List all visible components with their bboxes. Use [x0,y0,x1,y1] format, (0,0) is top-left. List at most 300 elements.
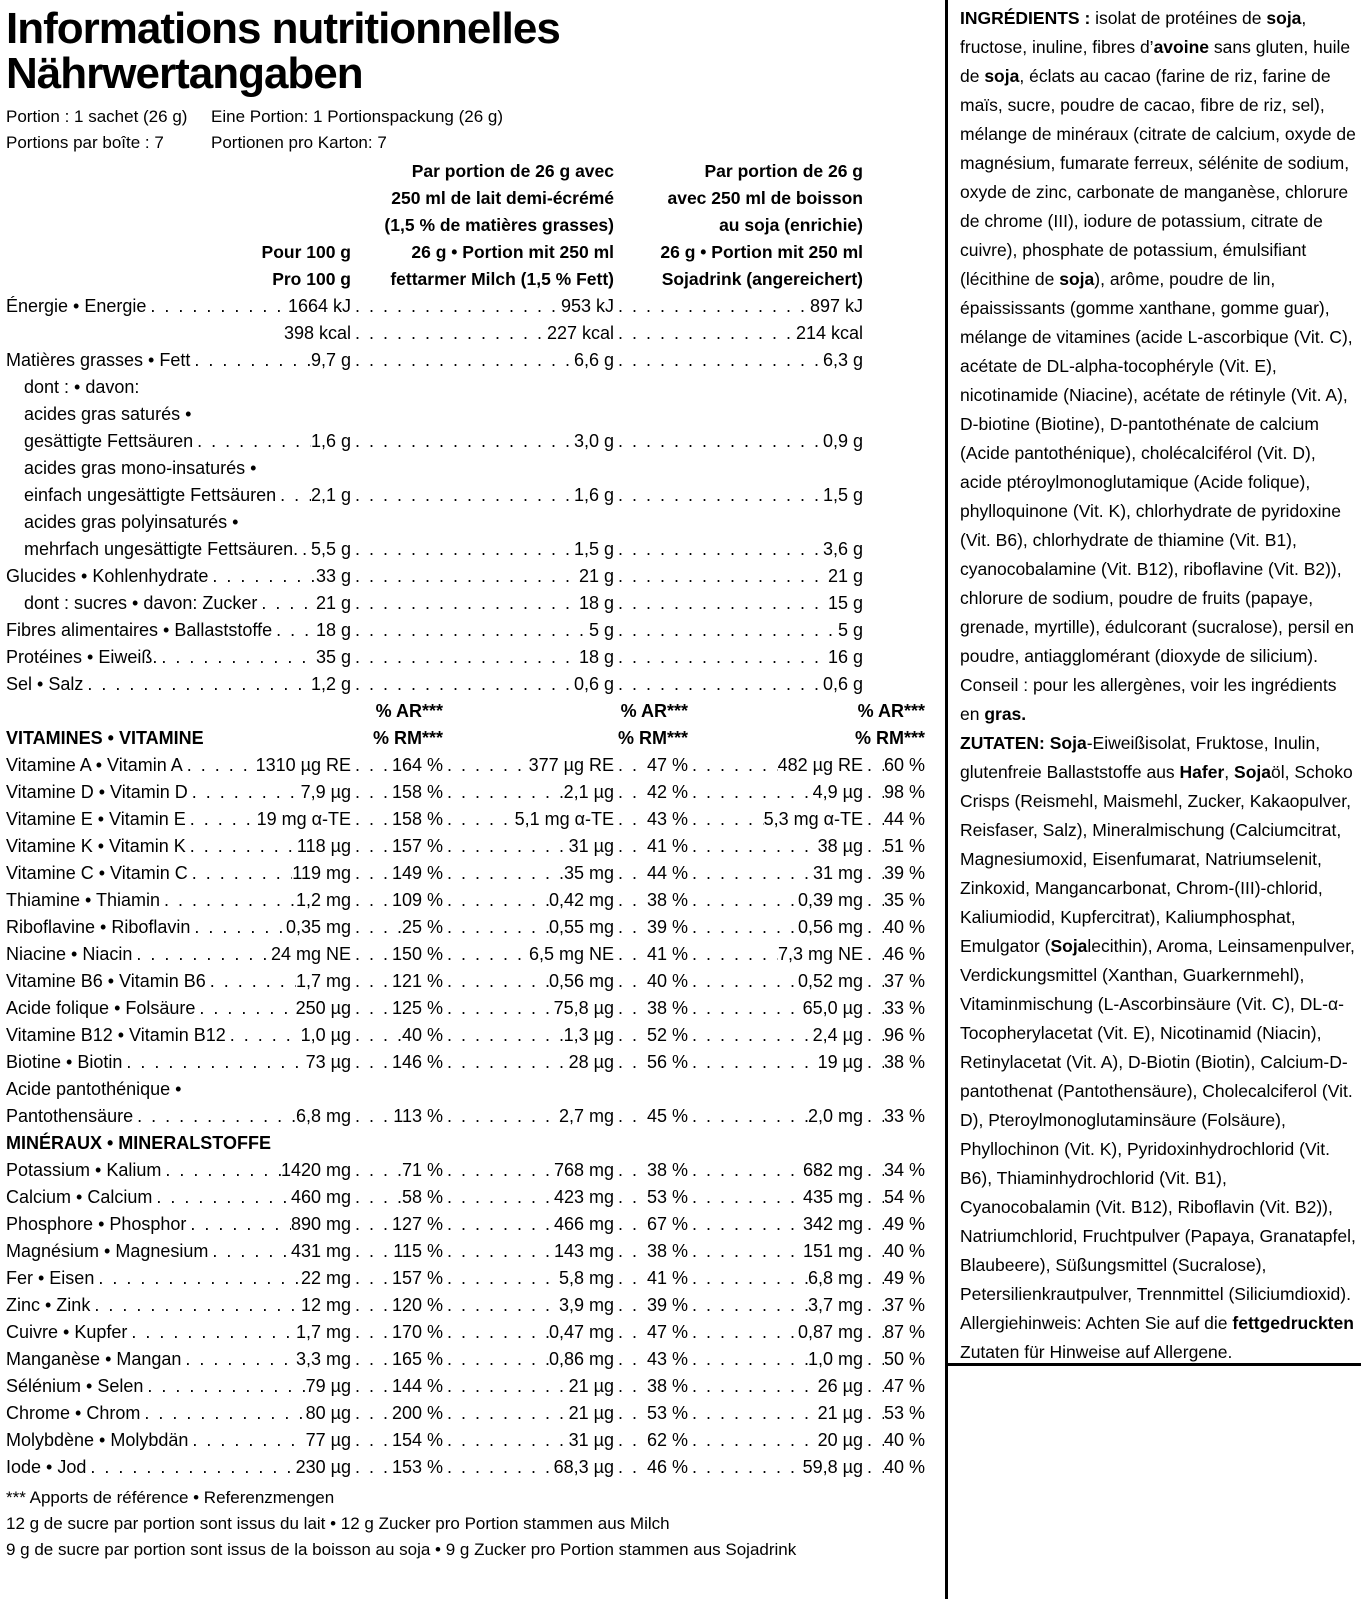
per-100g-percent [351,1319,443,1346]
with-soy [688,1265,863,1292]
per-100g-value: 19 mg α-TE [256,809,351,829]
column-header-with-soy-drink: Par portion de 26 g avec 250 ml de boisson au soja (enrichie) 26 g • Portion mit 250 ml Sojadrink (angereichert) [660,161,863,289]
table-row [6,644,931,671]
with-milk [443,1427,614,1454]
row-label-cell [6,968,351,995]
with-milk [443,1265,614,1292]
table-row [6,347,931,374]
per-100g-percent [351,968,443,995]
with-milk-percent-value: 41 % [646,836,688,856]
with-soy-percent [863,1211,925,1238]
per-100g-percent [351,1454,443,1481]
with-soy-percent [863,833,925,860]
with-soy [688,1454,863,1481]
with-milk-percent [614,779,688,806]
with-milk [443,1373,614,1400]
with-milk-percent-value: 38 % [646,1241,688,1261]
with-soy-percent [863,1157,925,1184]
with-milk-percent-value: 53 % [646,1187,688,1207]
per-100g-value: 460 mg [290,1187,351,1207]
row-label: Pantothensäure [6,1106,134,1126]
per-100g-percent-value: 153 % [391,1457,443,1477]
per-100g-percent [351,1238,443,1265]
with-milk-percent [614,1157,688,1184]
table-row [6,1346,931,1373]
row-label-cell [6,1427,351,1454]
row-label: Biotine • Biotin [6,1052,123,1072]
table-row [6,1427,931,1454]
with-soy-value: 0,56 mg [797,917,863,937]
with-soy [688,1427,863,1454]
reference-intake-header [6,698,931,752]
row-label-cell [6,833,351,860]
per-100g-value: 398 kcal [283,323,351,343]
row-label-cell [6,941,351,968]
with-soy-value: 342 mg [802,1214,863,1234]
with-milk-value: 466 mg [553,1214,614,1234]
per-100g-percent [351,1373,443,1400]
row-label: Potassium • Kalium [6,1160,162,1180]
per-100g-value: 9,7 g [310,350,351,370]
row-label: Vitamine C • Vitamin C [6,863,188,883]
per-100g-percent-value: 157 % [391,1268,443,1288]
with-soy [614,671,863,698]
with-milk [443,887,614,914]
per-100g-percent-value: 149 % [391,863,443,883]
with-milk-percent [614,914,688,941]
row-label-cell [6,1238,351,1265]
nutrition-table-panel [6,6,931,1563]
per-100g-value: 2,1 g [310,485,351,505]
per-100g-percent-value: 121 % [391,971,443,991]
table-row [6,509,931,536]
table-row [6,320,931,347]
per-100g-percent [351,752,443,779]
with-soy-percent [863,779,925,806]
with-milk-value: 31 µg [568,1430,614,1450]
with-milk-value: 2,7 mg [558,1106,614,1126]
with-milk-value: 6,6 g [573,350,614,370]
with-soy [688,860,863,887]
per-100g-value: 12 mg [300,1295,351,1315]
with-soy [688,1373,863,1400]
with-soy-percent-value: 40 % [883,917,925,937]
row-label: Niacine • Niacin [6,944,133,964]
with-milk-percent [614,1265,688,1292]
with-milk [443,806,614,833]
row-label-cell [6,1076,351,1103]
table-row [6,968,931,995]
table-row [6,1184,931,1211]
with-soy-percent-value: 33 % [883,1106,925,1126]
with-soy [688,1022,863,1049]
with-milk-percent [614,1103,688,1130]
with-soy [688,968,863,995]
per-100g-value: 1,2 g [310,674,351,694]
pct-rm-header-2: % RM*** [617,728,688,748]
with-milk-percent-value: 45 % [646,1106,688,1126]
vitamins-table [6,752,931,1130]
table-row [6,428,931,455]
per-100g-percent [351,1427,443,1454]
per-100g-percent [351,941,443,968]
with-milk [443,860,614,887]
per-100g-percent [351,1400,443,1427]
with-milk-percent-value: 47 % [646,1322,688,1342]
with-milk-value: 6,5 mg NE [528,944,614,964]
row-label: Sel • Salz [6,674,84,694]
with-milk [443,995,614,1022]
with-milk-percent [614,1346,688,1373]
row-label-cell [6,806,351,833]
with-milk [351,293,614,320]
with-milk-value: 31 µg [568,836,614,856]
with-soy-percent [863,1400,925,1427]
pct-rm-header-1: % RM*** [372,728,443,748]
row-label: Protéines • Eiweiß. [6,647,158,667]
with-milk [443,1022,614,1049]
with-soy-percent [863,1292,925,1319]
with-milk [443,833,614,860]
with-milk [351,428,614,455]
with-soy-value: 0,52 mg [797,971,863,991]
per-100g-percent-value: 158 % [391,809,443,829]
with-soy-value: 21 µg [817,1403,863,1423]
with-milk-percent [614,1022,688,1049]
row-label-cell [6,671,351,698]
with-soy [614,644,863,671]
with-soy-value: 435 mg [802,1187,863,1207]
page-title [6,6,931,96]
footnote-reference-intakes: *** Apports de référence • Referenzmengen [6,1488,335,1507]
with-milk-value: 377 µg RE [528,755,614,775]
with-milk [443,1400,614,1427]
row-label: Vitamine A • Vitamin A [6,755,183,775]
per-100g-value: 230 µg [295,1457,351,1477]
row-label: Énergie • Energie [6,296,147,316]
with-milk-percent-value: 52 % [646,1025,688,1045]
per-100g-value: 33 g [315,566,351,586]
with-soy [688,833,863,860]
row-label-cell [6,455,351,482]
per-100g-percent [351,833,443,860]
with-soy-percent [863,1238,925,1265]
with-soy-percent-value: 38 % [883,1052,925,1072]
with-milk-percent [614,968,688,995]
per-100g-percent-value: 154 % [391,1430,443,1450]
with-milk-percent-value: 56 % [646,1052,688,1072]
per-100g-percent [351,1049,443,1076]
table-row [6,1400,931,1427]
per-100g-value: 1,7 mg [295,1322,351,1342]
with-soy-percent [863,806,925,833]
with-milk-value: 21 g [578,566,614,586]
with-soy-value: 19 µg [817,1052,863,1072]
per-100g-percent-value: 120 % [391,1295,443,1315]
with-milk-percent-value: 42 % [646,782,688,802]
table-row [6,941,931,968]
with-soy-value: 20 µg [817,1430,863,1450]
row-label: Phosphore • Phosphor [6,1214,187,1234]
with-soy-value: 897 kJ [809,296,863,316]
with-milk-percent [614,1319,688,1346]
per-100g-value: 1664 kJ [287,296,351,316]
with-soy-percent-value: 46 % [883,944,925,964]
with-milk-value: 75,8 µg [553,998,614,1018]
with-milk-value: 143 mg [553,1241,614,1261]
with-milk [443,752,614,779]
with-soy-percent-value: 39 % [883,863,925,883]
with-milk-value: 0,56 mg [548,971,614,991]
with-soy-value: 5 g [837,620,863,640]
per-100g-percent [351,806,443,833]
with-milk-percent [614,860,688,887]
row-label: Vitamine D • Vitamin D [6,782,188,802]
servings-per-box-de: Portionen pro Karton: 7 [211,133,387,152]
row-label: Chrome • Chrom [6,1403,141,1423]
table-row [6,455,931,482]
table-row [6,1211,931,1238]
per-100g-value: 1,6 g [310,431,351,451]
with-soy-value: 0,39 mg [797,890,863,910]
row-label: Manganèse • Mangan [6,1349,182,1369]
per-100g-value: 1,0 µg [300,1025,351,1045]
with-soy [688,914,863,941]
with-milk-percent-value: 46 % [646,1457,688,1477]
with-milk-percent [614,887,688,914]
with-milk-value: 21 µg [568,1376,614,1396]
with-milk-percent [614,1049,688,1076]
with-milk [443,1157,614,1184]
row-label: Iode • Jod [6,1457,87,1477]
minerals-section-heading: MINÉRAUX • MINERALSTOFFE [6,1133,271,1153]
with-soy-percent-value: 50 % [883,1349,925,1369]
with-milk-percent-value: 44 % [646,863,688,883]
with-soy-value: 65,0 µg [802,998,863,1018]
row-label: Acide pantothénique • [6,1079,182,1099]
row-label-cell [6,1400,351,1427]
with-soy-percent-value: 35 % [883,890,925,910]
table-row [6,293,931,320]
row-label-cell [6,536,351,563]
with-milk [351,563,614,590]
with-soy-value: 0,87 mg [797,1322,863,1342]
per-100g-value: 7,9 µg [300,782,351,802]
row-label-cell [6,617,351,644]
per-100g-value: 21 g [315,593,351,613]
per-100g-value: 18 g [315,620,351,640]
column-header-with-milk: Par portion de 26 g avec 250 ml de lait demi-écrémé (1,5 % de matières grasses) 26 g • Portion mit 250 ml fettarmer Milch (1,5 % Fett) [384,161,614,289]
per-100g-percent-value: 165 % [391,1349,443,1369]
with-milk-value: 1,3 µg [563,1025,614,1045]
row-label: Acide folique • Folsäure [6,998,196,1018]
row-label-cell [6,1454,351,1481]
with-soy [688,1319,863,1346]
with-soy-percent-value: 96 % [883,1025,925,1045]
per-100g-value: 890 mg [290,1214,351,1234]
table-row [6,671,931,698]
with-soy [688,941,863,968]
with-milk-value: 21 µg [568,1403,614,1423]
with-milk-percent-value: 43 % [646,1349,688,1369]
with-soy-value: 1,5 g [822,485,863,505]
with-soy-percent-value: 40 % [883,1430,925,1450]
with-soy-percent-value: 87 % [883,1322,925,1342]
with-milk-percent [614,1211,688,1238]
per-100g-percent [351,995,443,1022]
servings-per-box-fr: Portions par boîte : 7 [6,133,164,152]
with-soy-percent [863,860,925,887]
per-100g-percent [351,860,443,887]
row-label: Vitamine B6 • Vitamin B6 [6,971,206,991]
main-nutrients-table [6,293,931,698]
per-100g-percent-value: 113 % [393,1106,443,1126]
with-soy-value: 7,3 mg NE [777,944,863,964]
table-row [6,1076,931,1103]
per-100g-value: 6,8 mg [295,1106,351,1126]
with-soy-value: 482 µg RE [777,755,863,775]
per-100g-percent-value: 157 % [391,836,443,856]
with-soy-percent-value: 40 % [883,1241,925,1261]
with-soy-percent-value: 34 % [883,1160,925,1180]
with-soy [614,590,863,617]
row-label: gesättigte Fettsäuren [24,431,194,451]
with-soy-value: 15 g [827,593,863,613]
with-milk-value: 28 µg [568,1052,614,1072]
table-row [6,1049,931,1076]
with-soy-value: 21 g [827,566,863,586]
table-row [6,401,931,428]
with-soy-percent [863,752,925,779]
with-soy-percent [863,1265,925,1292]
with-soy [614,293,863,320]
row-label: Zinc • Zink [6,1295,91,1315]
row-label: Matières grasses • Fett [6,350,191,370]
with-soy-percent-value: 98 % [883,782,925,802]
with-soy [688,752,863,779]
table-row [6,1319,931,1346]
ingredients-de: ZUTATEN: Soja-Eiweißisolat, Fruktose, Inulin, glutenfreie Ballaststoffe aus Hafer, Sojaöl, Schoko Crisps (Reismehl, Maismehl, Zucker, Kakaopulver, Reisfaser, Salz), Mineralmischung (Calciumcitrat, Magnesiumoxid, Eisenfumarat, Natriumselenit, Zinkoxid, Mangancarbonat, Chrom-(III)-chlorid, Kaliumiodid, Kupfercitrat), Kaliumphosphat, Emulgator (Sojalecithin), Aroma, Leinsamenpulver, Verdickungsmittel (Xanthan, Guarkernmehl), Vitaminmischung (L-Ascorbinsäure (Vit. C), DL-α-Tocopherylacetat (Vit. E), Nicotinamid (Niacin), Retinylacetat (Vit. A), D-Biotin (Biotin), Calcium-D-pantothenat (Pantothensäure), Cholecalciferol (Vit. D), Pteroylmonoglutaminsäure (Folsäure), Phyllochinon (Vit. K), Pyridoxinhydrochlorid (Vit. B6), Thiaminhydrochlorid (Vit. B1), Cyanocobalamin (Vit. B12), Riboflavin (Vit. B2)), Natriumchlorid, Fruchtpulver (Papaya, Granatapfel, Blaubeere), Süßungsmittel (Sucralose), Petersilienkrautpulver, Trennmittel (Siliciumdioxid). Allergiehinweis: Achten Sie auf die fettgedruckten Zutaten für Hinweise auf Allergene. [960,733,1356,1362]
with-milk-percent [614,833,688,860]
with-milk-percent-value: 38 % [646,1160,688,1180]
with-soy-value: 3,6 g [822,539,863,559]
row-label-cell [6,1211,351,1238]
with-milk-value: 423 mg [553,1187,614,1207]
with-soy [614,563,863,590]
with-soy [614,428,863,455]
with-milk-percent-value: 41 % [646,1268,688,1288]
with-soy-percent-value: 37 % [883,1295,925,1315]
with-soy-percent-value: 33 % [883,998,925,1018]
table-row [6,1022,931,1049]
with-milk [443,1346,614,1373]
table-row [6,914,931,941]
with-milk-percent-value: 53 % [646,1403,688,1423]
with-soy-value: 6,3 g [822,350,863,370]
row-label-cell [6,482,351,509]
row-label-cell [6,347,351,374]
per-100g-percent-value: 158 % [391,782,443,802]
table-row [6,617,931,644]
serving-info-de [211,104,503,156]
with-milk-percent [614,1373,688,1400]
row-label-cell [6,401,351,428]
ingredients-panel [945,0,1361,1599]
with-soy-percent-value: 44 % [883,809,925,829]
with-soy-value: 26 µg [817,1376,863,1396]
row-label-cell [6,1265,351,1292]
per-100g-percent [351,1265,443,1292]
with-milk-value: 5 g [588,620,614,640]
with-milk [443,1238,614,1265]
with-milk-value: 18 g [578,647,614,667]
with-soy-percent-value: 60 % [883,755,925,775]
with-milk [351,617,614,644]
row-label-cell [6,563,351,590]
with-soy [614,482,863,509]
row-label-cell [6,293,351,320]
per-100g-percent-value: 125 % [391,998,443,1018]
with-soy [614,347,863,374]
footnote-soy-sugar: 9 g de sucre par portion sont issus de la boisson au soja • 9 g Zucker pro Portion stammen aus Sojadrink [6,1540,797,1559]
with-soy-value: 0,9 g [822,431,863,451]
with-milk-percent-value: 38 % [646,1376,688,1396]
table-row [6,779,931,806]
with-soy-percent-value: 54 % [883,1187,925,1207]
with-milk [443,1454,614,1481]
table-row [6,1265,931,1292]
per-100g-percent [351,1346,443,1373]
with-soy-value: 59,8 µg [802,1457,863,1477]
with-soy-percent [863,1184,925,1211]
with-soy [614,536,863,563]
with-milk [351,644,614,671]
row-label-cell [6,860,351,887]
row-label: Vitamine E • Vitamin E [6,809,186,829]
with-milk-percent [614,1454,688,1481]
column-headers [6,158,931,293]
row-label: acides gras saturés • [24,404,192,424]
table-row [6,1103,931,1130]
with-milk-value: 0,86 mg [548,1349,614,1369]
with-milk-percent [614,995,688,1022]
with-soy [688,1184,863,1211]
per-100g-value: 79 µg [305,1376,351,1396]
serving-size-de: Eine Portion: 1 Portionspackung (26 g) [211,107,504,126]
row-label-cell [6,374,351,401]
with-soy-percent [863,1103,925,1130]
with-milk-value: 0,47 mg [548,1322,614,1342]
table-row [6,995,931,1022]
per-100g-percent-value: 164 % [391,755,443,775]
footnote-milk-sugar: 12 g de sucre par portion sont issus du lait • 12 g Zucker pro Portion stammen aus Milch [6,1514,670,1533]
with-soy-percent [863,1427,925,1454]
with-soy-percent-value: 49 % [883,1214,925,1234]
row-label-cell [6,1157,351,1184]
with-milk-percent-value: 67 % [646,1214,688,1234]
table-row [6,563,931,590]
table-row [6,1373,931,1400]
with-milk-percent-value: 62 % [646,1430,688,1450]
with-soy-percent [863,1346,925,1373]
with-milk [443,779,614,806]
row-label-cell [6,1346,351,1373]
with-milk-value: 0,42 mg [548,890,614,910]
with-milk [443,1049,614,1076]
with-milk-percent-value: 38 % [646,890,688,910]
row-label: Calcium • Calcium [6,1187,153,1207]
with-milk [443,941,614,968]
